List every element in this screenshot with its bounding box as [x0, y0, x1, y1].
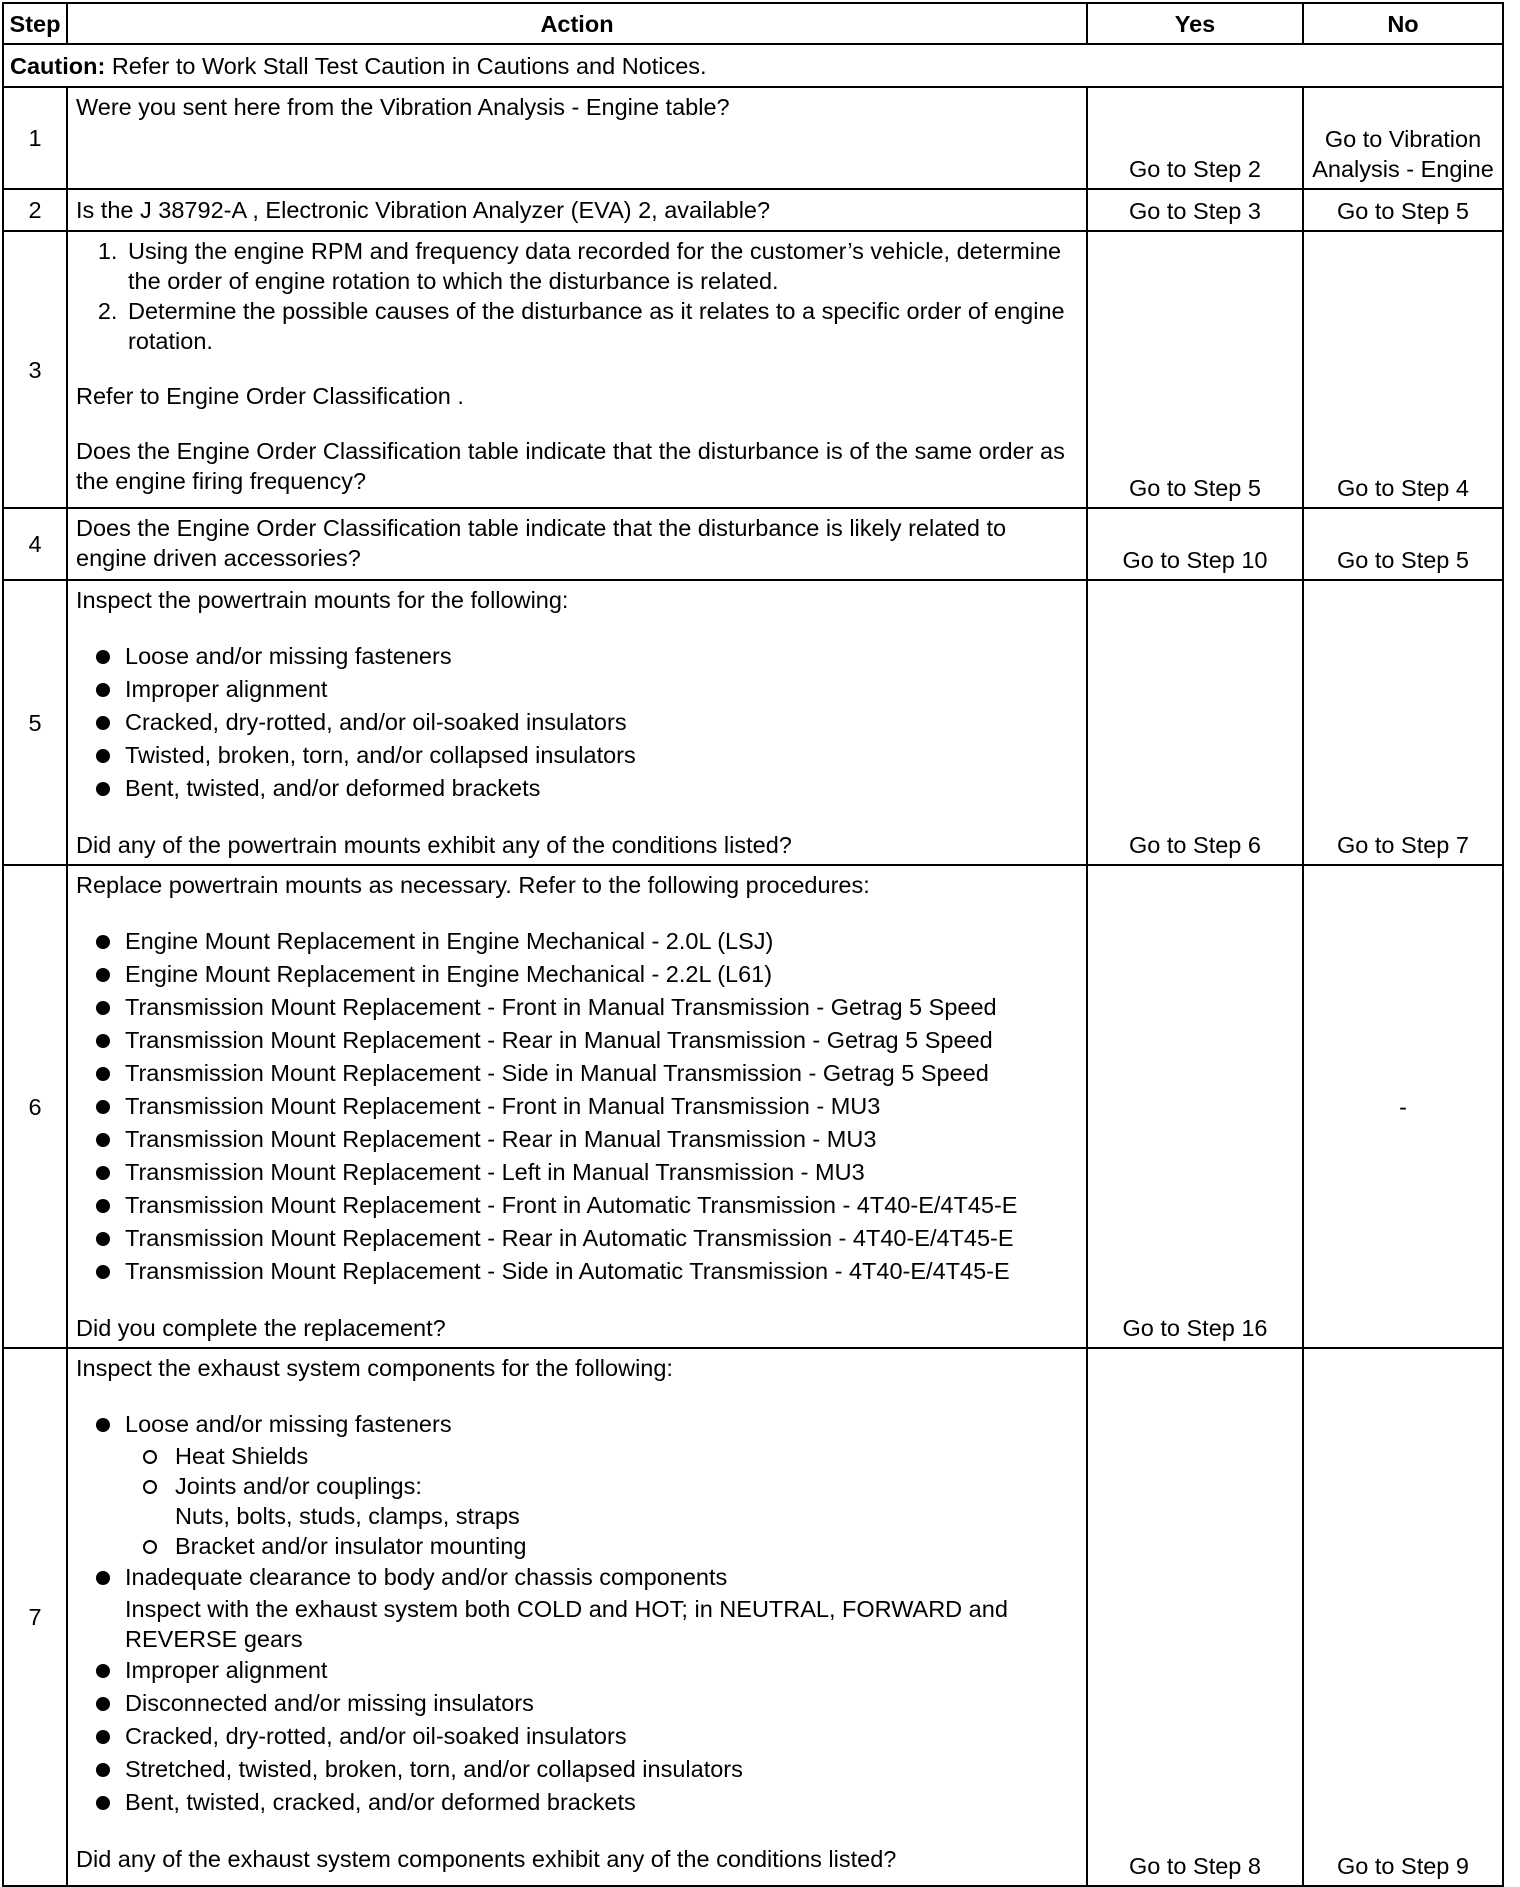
question-text: Were you sent here from the Vibration Analysis - Engine table? — [76, 94, 730, 120]
step-number: 4 — [3, 508, 67, 580]
intro-text: Inspect the powertrain mounts for the following: — [76, 587, 569, 613]
caution-cell — [3, 44, 1503, 87]
list-item: Transmission Mount Replacement - Side in Manual Transmission - Getrag 5 Speed — [76, 1057, 1078, 1090]
action-cell — [67, 87, 1087, 189]
no-result: Go to Step 4 — [1303, 231, 1503, 508]
list-item: Bent, twisted, and/or deformed brackets — [76, 772, 1078, 805]
no-result: Go to Step 5 — [1303, 189, 1503, 231]
caution-text: Refer to Work Stall Test Caution in Cautions and Notices. — [111, 52, 707, 79]
step-number: 6 — [3, 865, 67, 1348]
step-number: 1 — [3, 87, 67, 189]
sub-list — [125, 1441, 1078, 1561]
table-row — [3, 231, 1503, 508]
list-item: 2. Determine the possible causes of the disturbance as it relates to a specific order of engine rotation. — [124, 296, 1078, 356]
list-item-text: Inadequate clearance to body and/or chassis components — [125, 1564, 728, 1590]
yes-result: Go to Step 10 — [1087, 508, 1303, 580]
list-item: Improper alignment — [76, 673, 1078, 706]
list-item: Transmission Mount Replacement - Left in Manual Transmission - MU3 — [76, 1156, 1078, 1189]
yes-result: Go to Step 16 — [1087, 865, 1303, 1348]
list-item-note: Inspect with the exhaust system both COLD and HOT; in NEUTRAL, FORWARD and REVERSE gears — [125, 1596, 1008, 1652]
caution-row — [3, 44, 1503, 87]
table-row — [3, 87, 1503, 189]
question-text: Does the Engine Order Classification table indicate that the disturbance is likely related to engine driven accessories? — [76, 515, 1007, 571]
list-item: Twisted, broken, torn, and/or collapsed insulators — [76, 739, 1078, 772]
list-item-text: Loose and/or missing fasteners — [125, 1411, 452, 1437]
step-number: 2 — [3, 189, 67, 231]
list-item: Improper alignment — [76, 1654, 1078, 1687]
list-item: Transmission Mount Replacement - Front in Manual Transmission - MU3 — [76, 1090, 1078, 1123]
action-cell — [67, 231, 1087, 508]
header-no: No — [1303, 3, 1503, 44]
no-result: - — [1303, 865, 1503, 1348]
list-item: Transmission Mount Replacement - Rear in Manual Transmission - MU3 — [76, 1123, 1078, 1156]
yes-result: Go to Step 3 — [1087, 189, 1303, 231]
action-cell — [67, 580, 1087, 865]
question-text: Did any of the powertrain mounts exhibit any of the conditions listed? — [76, 832, 792, 858]
bullet-list — [76, 925, 1078, 1288]
header-step: Step — [3, 3, 67, 44]
list-item: Engine Mount Replacement in Engine Mechanical - 2.0L (LSJ) — [76, 925, 1078, 958]
table-row — [3, 189, 1503, 231]
header-yes: Yes — [1087, 3, 1303, 44]
sub-list-item: Heat Shields — [125, 1441, 1078, 1471]
no-result: Go to Step 9 — [1303, 1348, 1503, 1886]
caution-label: Caution: — [10, 52, 106, 79]
question-text: Did you complete the replacement? — [76, 1315, 446, 1341]
action-cell — [67, 865, 1087, 1348]
yes-result: Go to Step 2 — [1087, 87, 1303, 189]
table-row — [3, 865, 1503, 1348]
question-text: Did any of the exhaust system components exhibit any of the conditions listed? — [76, 1846, 897, 1872]
list-item — [76, 1561, 1078, 1654]
table-row — [3, 580, 1503, 865]
no-result: Go to Vibration Analysis - Engine — [1303, 87, 1503, 189]
list-item — [76, 1408, 1078, 1561]
sub-list-note: Nuts, bolts, studs, clamps, straps — [175, 1503, 520, 1529]
diagnostic-table — [2, 2, 1504, 1887]
step-number: 3 — [3, 231, 67, 508]
list-item: Transmission Mount Replacement - Side in Automatic Transmission - 4T40-E/4T45-E — [76, 1255, 1078, 1288]
list-item: Disconnected and/or missing insulators — [76, 1687, 1078, 1720]
no-result: Go to Step 5 — [1303, 508, 1503, 580]
header-action: Action — [67, 3, 1087, 44]
list-item: 1. Using the engine RPM and frequency data recorded for the customer’s vehicle, determine the order of engine rotation to which the disturbance is related. — [124, 236, 1078, 296]
list-item: Transmission Mount Replacement - Rear in Manual Transmission - Getrag 5 Speed — [76, 1024, 1078, 1057]
table-row — [3, 508, 1503, 580]
list-item: Cracked, dry-rotted, and/or oil-soaked insulators — [76, 1720, 1078, 1753]
yes-result: Go to Step 5 — [1087, 231, 1303, 508]
intro-text: Inspect the exhaust system components for the following: — [76, 1355, 673, 1381]
header-row — [3, 3, 1503, 44]
question-text: Is the J 38792-A , Electronic Vibration Analyzer (EVA) 2, available? — [76, 197, 771, 223]
yes-result: Go to Step 6 — [1087, 580, 1303, 865]
sub-list-item-text: Joints and/or couplings: — [175, 1473, 422, 1499]
list-item: Loose and/or missing fasteners — [76, 640, 1078, 673]
step-number: 7 — [3, 1348, 67, 1886]
question-text: Does the Engine Order Classification table indicate that the disturbance is of the same order as the engine firing frequency? — [76, 438, 1065, 494]
step-number: 5 — [3, 580, 67, 865]
sub-list-item — [125, 1471, 1078, 1531]
list-item: Bent, twisted, cracked, and/or deformed brackets — [76, 1786, 1078, 1819]
numbered-list — [76, 236, 1078, 356]
yes-result: Go to Step 8 — [1087, 1348, 1303, 1886]
sub-list-item: Bracket and/or insulator mounting — [125, 1531, 1078, 1561]
action-cell — [67, 1348, 1087, 1886]
bullet-list — [76, 1408, 1078, 1819]
action-cell — [67, 508, 1087, 580]
no-result: Go to Step 7 — [1303, 580, 1503, 865]
refer-text: Refer to Engine Order Classification . — [76, 383, 464, 409]
action-cell — [67, 189, 1087, 231]
list-item: Transmission Mount Replacement - Front in Automatic Transmission - 4T40-E/4T45-E — [76, 1189, 1078, 1222]
intro-text: Replace powertrain mounts as necessary. Refer to the following procedures: — [76, 872, 870, 898]
list-item: Transmission Mount Replacement - Rear in Automatic Transmission - 4T40-E/4T45-E — [76, 1222, 1078, 1255]
list-item: Cracked, dry-rotted, and/or oil-soaked insulators — [76, 706, 1078, 739]
list-item: Stretched, twisted, broken, torn, and/or collapsed insulators — [76, 1753, 1078, 1786]
table-row — [3, 1348, 1503, 1886]
list-item: Transmission Mount Replacement - Front in Manual Transmission - Getrag 5 Speed — [76, 991, 1078, 1024]
bullet-list — [76, 640, 1078, 805]
list-item: Engine Mount Replacement in Engine Mechanical - 2.2L (L61) — [76, 958, 1078, 991]
